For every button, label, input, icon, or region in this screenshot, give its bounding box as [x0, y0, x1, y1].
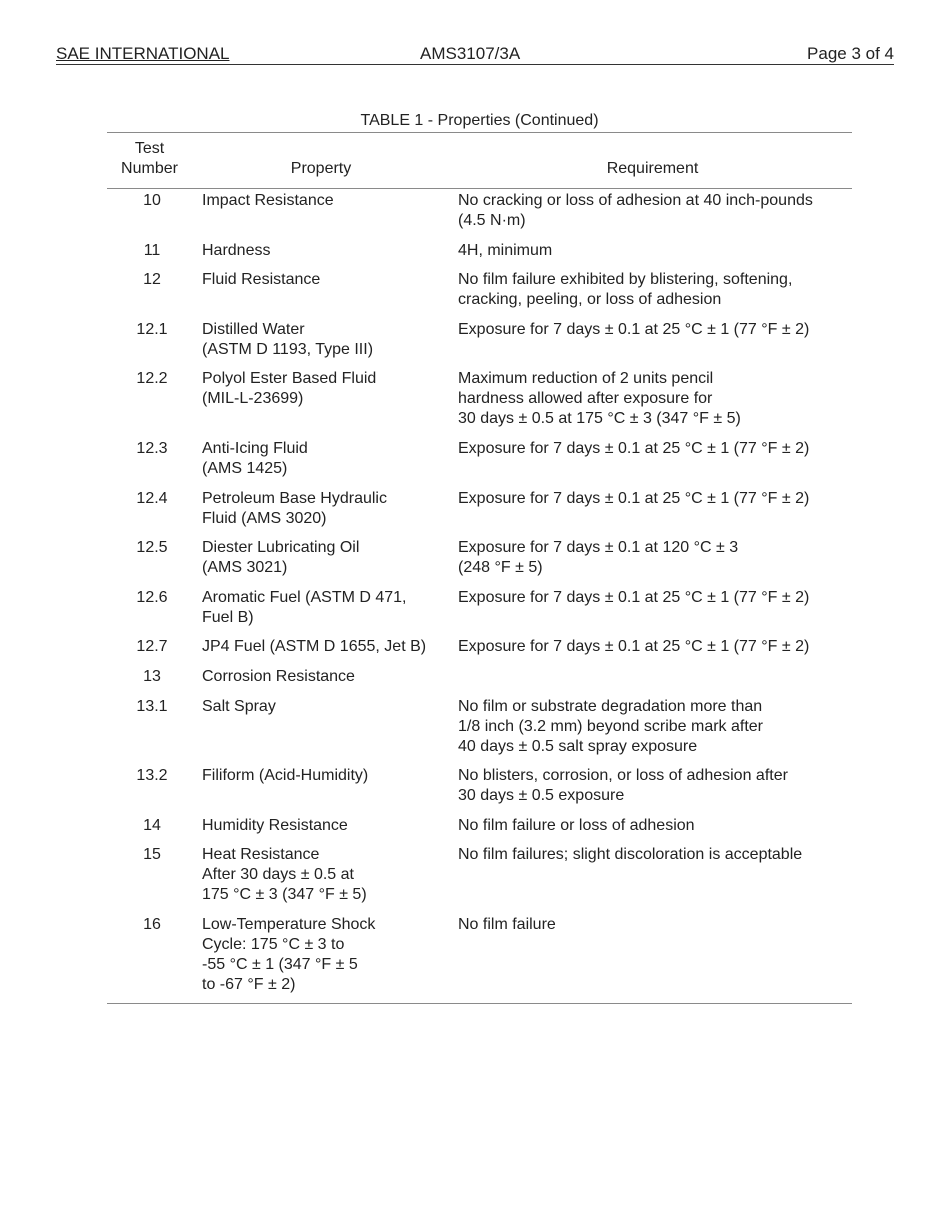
- table-bottom-rule: [107, 1003, 852, 1004]
- table-row: [107, 588, 852, 638]
- test-number-cell: 12.7: [136, 638, 168, 656]
- page-header: [56, 44, 894, 65]
- test-number-cell: 13.2: [136, 767, 168, 785]
- test-number-cell: 11: [143, 241, 161, 259]
- property-cell: Humidity Resistance: [202, 816, 348, 834]
- property-cell: Heat Resistance After 30 days ± 0.5 at 175 °C ± 3 (347 °F ± 5): [202, 846, 367, 904]
- table-row: [107, 191, 852, 241]
- header-page-number: Page 3 of 4: [807, 44, 894, 63]
- test-number-cell: 16: [143, 915, 161, 933]
- property-cell: Corrosion Resistance: [202, 667, 355, 685]
- column-header-requirement: Requirement: [606, 160, 699, 177]
- test-number-cell: 15: [143, 846, 161, 864]
- requirement-cell: No blisters, corrosion, or loss of adhesion after 30 days ± 0.5 exposure: [458, 767, 788, 805]
- requirement-cell: No film failure or loss of adhesion: [458, 816, 695, 834]
- property-cell: Petroleum Base Hydraulic Fluid (AMS 3020): [202, 489, 387, 527]
- table-body: [107, 191, 852, 1005]
- requirement-cell: Exposure for 7 days ± 0.1 at 25 °C ± 1 (77 °F ± 2): [458, 439, 810, 457]
- property-cell: Impact Resistance: [202, 192, 334, 209]
- property-cell: JP4 Fuel (ASTM D 1655, Jet B): [202, 638, 427, 656]
- test-number-cell: 12.4: [136, 489, 168, 507]
- requirement-cell: Exposure for 7 days ± 0.1 at 120 °C ± 3 (248 °F ± 5): [458, 539, 739, 577]
- column-header-test-number: Test Number: [121, 140, 178, 177]
- test-number-cell: 10: [143, 192, 161, 209]
- test-number-cell: 13: [143, 667, 161, 685]
- header-document-id: AMS3107/3A: [420, 44, 521, 63]
- property-cell: Distilled Water (ASTM D 1193, Type III): [202, 320, 374, 358]
- requirement-cell: No film failures; slight discoloration is acceptable: [458, 846, 803, 864]
- requirement-cell: Exposure for 7 days ± 0.1 at 25 °C ± 1 (77 °F ± 2): [458, 489, 810, 507]
- table-row: [107, 697, 852, 767]
- table-row: [107, 915, 852, 1005]
- property-cell: Anti-Icing Fluid (AMS 1425): [202, 439, 308, 477]
- requirement-cell: 4H, minimum: [458, 241, 553, 259]
- property-cell: Filiform (Acid-Humidity): [202, 767, 369, 785]
- column-header-property: Property: [290, 160, 352, 177]
- table-row: [107, 538, 852, 588]
- test-number-cell: 14: [143, 816, 161, 834]
- requirement-cell: Exposure for 7 days ± 0.1 at 25 °C ± 1 (77 °F ± 2): [458, 320, 810, 338]
- table-row: [107, 766, 852, 816]
- table-row: [107, 320, 852, 370]
- requirement-cell: No film failure: [458, 915, 556, 933]
- table-top-rule: [107, 132, 852, 133]
- requirement-cell: Exposure for 7 days ± 0.1 at 25 °C ± 1 (77 °F ± 2): [458, 588, 810, 606]
- property-cell: Fluid Resistance: [202, 271, 321, 289]
- property-cell: Aromatic Fuel (ASTM D 471, Fuel B): [202, 588, 407, 626]
- requirement-cell: [458, 667, 852, 687]
- table-row: [107, 270, 852, 320]
- test-number-cell: 12.1: [136, 320, 168, 338]
- table-row: [107, 489, 852, 539]
- property-cell: Polyol Ester Based Fluid (MIL-L-23699): [202, 370, 377, 408]
- table-row: [107, 439, 852, 489]
- property-cell: Salt Spray: [202, 697, 276, 715]
- table-row: [107, 241, 852, 271]
- table-title: TABLE 1 - Properties (Continued): [360, 112, 599, 129]
- table-row: [107, 816, 852, 846]
- property-cell: Low-Temperature Shock Cycle: 175 °C ± 3 to -55 °C ± 1 (347 °F ± 5 to -67 °F ± 2): [202, 915, 376, 993]
- table-row: [107, 845, 852, 915]
- test-number-cell: 12.3: [136, 439, 168, 457]
- test-number-cell: 12.6: [136, 588, 168, 606]
- table-row: [107, 667, 852, 697]
- requirement-cell: Maximum reduction of 2 units pencil hardness allowed after exposure for 30 days ± 0.5 at 175 °C ± 3 (347 °F ± 5): [458, 370, 741, 428]
- test-number-cell: 12.5: [136, 539, 168, 557]
- requirement-cell: Exposure for 7 days ± 0.1 at 25 °C ± 1 (77 °F ± 2): [458, 638, 810, 656]
- requirement-cell: No film failure exhibited by blistering, softening, cracking, peeling, or loss of adhesion: [458, 271, 793, 309]
- table-header-rule: [107, 188, 852, 189]
- header-organization: SAE INTERNATIONAL: [56, 44, 230, 63]
- test-number-cell: 12: [143, 271, 161, 289]
- test-number-cell: 12.2: [136, 370, 168, 388]
- table-row: [107, 637, 852, 667]
- test-number-cell: 13.1: [136, 697, 168, 715]
- requirement-cell: No film or substrate degradation more than 1/8 inch (3.2 mm) beyond scribe mark after 40 days ± 0.5 salt spray exposure: [458, 697, 764, 755]
- requirement-cell: No cracking or loss of adhesion at 40 inch-pounds (4.5 N·m): [458, 192, 813, 229]
- property-cell: Hardness: [202, 241, 271, 259]
- table-row: [107, 369, 852, 439]
- property-cell: Diester Lubricating Oil (AMS 3021): [202, 539, 360, 577]
